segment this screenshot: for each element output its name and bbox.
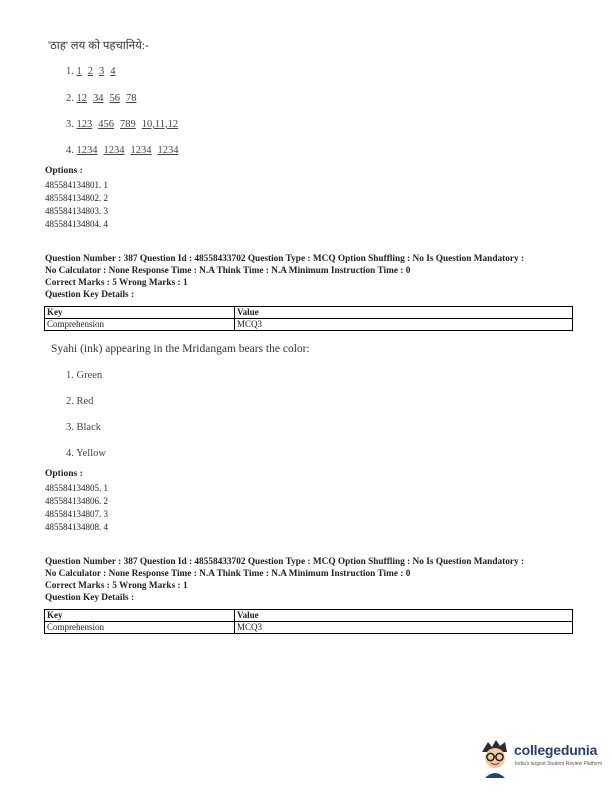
- option-4: 4. 1234 1234 1234 1234: [66, 145, 179, 156]
- table-header-value: Value: [235, 307, 573, 319]
- option-id: 485584134808. 4: [45, 522, 108, 532]
- option-id-list: [45, 179, 108, 231]
- option-1: 1. 1 2 3 4: [66, 66, 116, 77]
- question-text-1: 'ठाह' लय को पहचानिये:-: [48, 40, 149, 52]
- table-cell-key: Comprehension: [45, 622, 235, 634]
- table-cell-value: MCQ3: [235, 319, 573, 331]
- options-title: Options :: [45, 469, 83, 479]
- table-cell-key: Comprehension: [45, 319, 235, 331]
- option-id: 485584134801. 1: [45, 180, 108, 190]
- question-meta: Question Number : 387 Question Id : 48558433702 Question Type : MCQ Option Shuffling : No Is Question Mandatory : No Calculator : None Response Time : N.A Think Time : N.A Minimum Instruction Time : 0 Correct Marks : 5 Wrong Marks : 1 Question Key Details :: [45, 254, 525, 300]
- option-id: 485584134804. 4: [45, 219, 108, 229]
- collegedunia-logo: [478, 738, 604, 778]
- option-id-list: [45, 482, 108, 534]
- table-header-key: Key: [45, 307, 235, 319]
- table-header-key: Key: [45, 610, 235, 622]
- question-meta: Question Number : 387 Question Id : 48558433702 Question Type : MCQ Option Shuffling : No Is Question Mandatory : No Calculator : None Response Time : N.A Think Time : N.A Minimum Instruction Time : 0 Correct Marks : 5 Wrong Marks : 1 Question Key Details :: [45, 557, 525, 603]
- brand-tagline: India's largest Student Review Platform: [515, 761, 603, 767]
- option-id: 485584134803. 3: [45, 206, 108, 216]
- question-text-2: Syahi (ink) appearing in the Mridangam bears the color:: [51, 343, 310, 355]
- option-4: 4. Yellow: [66, 448, 106, 459]
- option-id: 485584134802. 2: [45, 193, 108, 203]
- student-mascot-icon: [478, 738, 512, 778]
- option-2: 2. Red: [66, 396, 94, 407]
- table-cell-value: MCQ3: [235, 622, 573, 634]
- brand-name: collegedunia: [514, 742, 598, 758]
- table-header-value: Value: [235, 610, 573, 622]
- key-details-table: [44, 306, 573, 331]
- option-3: 3. Black: [66, 422, 101, 433]
- key-details-table: [44, 609, 573, 634]
- option-id: 485584134806. 2: [45, 496, 108, 506]
- options-title: Options :: [45, 166, 83, 176]
- option-id: 485584134805. 1: [45, 483, 108, 493]
- option-id: 485584134807. 3: [45, 509, 108, 519]
- option-2: 2. 12 34 56 78: [66, 93, 137, 104]
- option-1: 1. Green: [66, 370, 103, 381]
- option-3: 3. 123 456 789 10,11,12: [66, 119, 179, 130]
